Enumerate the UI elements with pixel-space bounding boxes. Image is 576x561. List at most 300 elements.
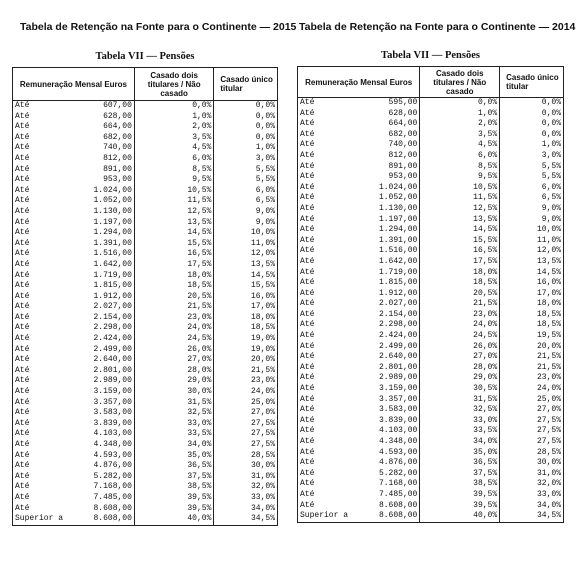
remuneration-cell (13, 122, 135, 133)
remuneration-cell (13, 472, 135, 483)
limit-label: Até (300, 426, 315, 436)
limit-label: Até (15, 344, 30, 354)
table-row (13, 387, 278, 398)
limit-label: Superior a (15, 514, 64, 524)
table-row (298, 448, 564, 459)
table-row (298, 289, 564, 300)
table-row (298, 416, 564, 427)
remuneration-cell (13, 323, 135, 334)
remuneration-cell (13, 493, 135, 504)
remuneration-cell (298, 320, 420, 331)
rate-two-holders: 30,5% (420, 384, 500, 395)
rate-single-holder: 9,0% (500, 204, 564, 215)
rate-two-holders: 37,5% (134, 472, 214, 483)
remuneration-cell (298, 140, 420, 151)
table-row (13, 376, 278, 387)
rate-single-holder: 24,0% (500, 384, 564, 395)
limit-label: Até (15, 503, 30, 513)
limit-label: Até (15, 111, 30, 121)
amount-value: 812,00 (103, 153, 132, 163)
table-row (298, 320, 564, 331)
table-row (13, 122, 278, 133)
remuneration-cell (13, 387, 135, 398)
amount-value: 2.989,00 (93, 376, 132, 386)
rate-single-holder: 6,5% (500, 193, 564, 204)
remuneration-cell (298, 469, 420, 480)
rate-single-holder: 13,5% (214, 260, 278, 271)
rate-single-holder: 6,0% (500, 183, 564, 194)
rate-single-holder: 6,5% (214, 196, 278, 207)
rate-two-holders: 33,0% (420, 416, 500, 427)
rate-two-holders: 35,0% (420, 448, 500, 459)
table-row (13, 398, 278, 409)
amount-value: 1.391,00 (378, 235, 418, 245)
table-row (298, 405, 564, 416)
limit-label: Até (15, 291, 30, 301)
limit-label: Até (15, 302, 30, 312)
rate-single-holder: 0,0% (500, 130, 564, 141)
rate-single-holder: 12,0% (214, 249, 278, 260)
limit-label: Até (15, 461, 30, 471)
remuneration-cell (13, 154, 135, 165)
rate-two-holders: 17,5% (134, 260, 214, 271)
amount-value: 3.839,00 (93, 418, 132, 428)
remuneration-cell (298, 257, 420, 268)
rate-two-holders: 31,5% (134, 398, 214, 409)
rate-single-holder: 28,5% (500, 448, 564, 459)
rate-single-holder: 0,0% (214, 101, 278, 112)
rate-single-holder: 1,0% (214, 143, 278, 154)
limit-label: Até (15, 440, 30, 449)
amount-value: 1.815,00 (93, 281, 132, 291)
limit-label: Até (300, 267, 315, 277)
limit-label: Até (15, 164, 30, 174)
table-panel-2014 (297, 20, 576, 523)
table-row (13, 514, 278, 525)
rate-two-holders: 1,0% (420, 109, 500, 120)
table-row (13, 186, 278, 197)
limit-label: Até (15, 376, 30, 386)
table-row (13, 281, 278, 292)
rate-two-holders: 14,5% (420, 225, 500, 236)
table-row (13, 239, 278, 250)
rate-two-holders: 23,0% (134, 313, 214, 324)
table-row (13, 271, 278, 282)
rate-single-holder: 19,5% (500, 331, 564, 342)
remuneration-cell (13, 419, 135, 430)
rate-single-holder: 14,5% (214, 271, 278, 282)
rate-single-holder: 27,5% (500, 437, 564, 448)
rate-single-holder: 5,5% (500, 162, 564, 173)
header-remuneration: Remuneração Mensal Euros (298, 67, 420, 98)
amount-value: 1.294,00 (378, 225, 418, 235)
limit-label: Até (15, 355, 30, 365)
table-row (13, 154, 278, 165)
amount-value: 2.027,00 (93, 302, 132, 312)
rate-two-holders: 10,5% (420, 183, 500, 194)
table-row (13, 260, 278, 271)
table-row (13, 451, 278, 462)
rate-two-holders: 14,5% (134, 228, 214, 239)
rate-two-holders: 26,0% (134, 345, 214, 356)
rate-single-holder: 33,0% (214, 493, 278, 504)
table-row (298, 257, 564, 268)
table-row (13, 334, 278, 345)
amount-value: 3.839,00 (378, 415, 418, 425)
limit-label: Até (300, 214, 315, 224)
amount-value: 7.168,00 (378, 479, 418, 489)
table-row (298, 310, 564, 321)
remuneration-cell (13, 398, 135, 409)
table-row (298, 151, 564, 162)
limit-label: Até (15, 185, 30, 195)
table-row (298, 384, 564, 395)
remuneration-cell (13, 302, 135, 313)
table-row (13, 323, 278, 334)
table-row (298, 193, 564, 204)
remuneration-cell (298, 236, 420, 247)
limit-label: Até (300, 288, 315, 298)
rate-two-holders: 31,5% (420, 395, 500, 406)
amount-value: 1.516,00 (93, 249, 132, 259)
rate-single-holder: 18,0% (500, 299, 564, 310)
rate-single-holder: 27,5% (500, 426, 564, 437)
amount-value: 8.608,00 (93, 503, 132, 513)
amount-value: 682,00 (103, 132, 132, 142)
rate-two-holders: 6,0% (134, 154, 214, 165)
rate-two-holders: 11,5% (420, 193, 500, 204)
limit-label: Até (15, 312, 30, 322)
remuneration-cell (13, 260, 135, 271)
rate-single-holder: 32,0% (500, 479, 564, 490)
rate-single-holder: 34,0% (500, 501, 564, 512)
amount-value: 8.608,00 (378, 500, 418, 510)
rate-single-holder: 5,5% (214, 165, 278, 176)
table-row (13, 419, 278, 430)
limit-label: Superior a (300, 511, 349, 521)
remuneration-cell (298, 384, 420, 395)
rate-two-holders: 38,5% (420, 479, 500, 490)
table-row (13, 249, 278, 260)
limit-label: Até (300, 500, 315, 510)
rate-two-holders: 27,0% (134, 355, 214, 366)
table-body (13, 101, 278, 526)
rate-single-holder: 31,0% (214, 472, 278, 483)
rate-single-holder: 20,0% (214, 355, 278, 366)
limit-label: Até (15, 387, 30, 397)
rate-two-holders: 20,5% (134, 292, 214, 303)
rate-two-holders: 28,0% (420, 363, 500, 374)
rate-two-holders: 29,0% (420, 373, 500, 384)
remuneration-cell (298, 331, 420, 342)
rate-two-holders: 18,5% (420, 278, 500, 289)
table-row (298, 109, 564, 120)
amount-value: 4.348,00 (93, 440, 132, 449)
rate-two-holders: 3,5% (420, 130, 500, 141)
rate-single-holder: 0,0% (500, 119, 564, 130)
remuneration-cell (298, 310, 420, 321)
amount-value: 4.348,00 (378, 437, 418, 446)
amount-value: 2.298,00 (93, 323, 132, 333)
remuneration-cell (13, 504, 135, 515)
rate-single-holder: 21,5% (214, 366, 278, 377)
remuneration-cell (13, 313, 135, 324)
rate-single-holder: 33,0% (500, 490, 564, 501)
header-two-holders: Casado dois titulares / Não casado (134, 68, 214, 101)
table-row (13, 112, 278, 123)
limit-label: Até (15, 206, 30, 216)
limit-label: Até (300, 468, 315, 478)
table-row (13, 408, 278, 419)
table-row (298, 331, 564, 342)
rate-two-holders: 38,5% (134, 482, 214, 493)
rate-two-holders: 16,5% (134, 249, 214, 260)
remuneration-cell (13, 440, 135, 451)
remuneration-cell (13, 175, 135, 186)
amount-value: 4.876,00 (378, 458, 418, 468)
remuneration-cell (298, 448, 420, 459)
limit-label: Até (300, 384, 315, 394)
amount-value: 3.583,00 (378, 405, 418, 415)
rate-single-holder: 23,0% (214, 376, 278, 387)
table-row (13, 101, 278, 112)
remuneration-cell (13, 271, 135, 282)
remuneration-cell (298, 119, 420, 130)
table-row (298, 373, 564, 384)
table-row (13, 440, 278, 451)
amount-value: 1.024,00 (93, 185, 132, 195)
limit-label: Até (15, 281, 30, 291)
rate-two-holders: 39,5% (134, 504, 214, 515)
amount-value: 4.103,00 (378, 426, 418, 436)
rate-single-holder: 18,0% (214, 313, 278, 324)
limit-label: Até (15, 228, 30, 238)
limit-label: Até (15, 175, 30, 185)
amount-value: 1.024,00 (378, 182, 418, 192)
rate-two-holders: 36,5% (420, 458, 500, 469)
rate-single-holder: 16,0% (214, 292, 278, 303)
rate-single-holder: 1,0% (500, 140, 564, 151)
limit-label: Até (15, 471, 30, 481)
limit-label: Até (300, 161, 315, 171)
limit-label: Até (300, 479, 315, 489)
amount-value: 1.719,00 (378, 267, 418, 277)
table-row (298, 172, 564, 183)
limit-label: Até (300, 140, 315, 150)
amount-value: 3.357,00 (93, 397, 132, 407)
remuneration-cell (13, 451, 135, 462)
rate-single-holder: 13,5% (500, 257, 564, 268)
rate-two-holders: 13,5% (134, 218, 214, 229)
limit-label: Até (15, 429, 30, 439)
rate-two-holders: 4,5% (134, 143, 214, 154)
remuneration-cell (13, 218, 135, 229)
table-row (13, 228, 278, 239)
rate-two-holders: 2,0% (134, 122, 214, 133)
amount-value: 1.912,00 (378, 288, 418, 298)
table-row (13, 292, 278, 303)
remuneration-cell (13, 133, 135, 144)
amount-value: 2.154,00 (93, 312, 132, 322)
limit-label: Até (15, 482, 30, 492)
rate-single-holder: 21,5% (500, 363, 564, 374)
rate-single-holder: 28,5% (214, 451, 278, 462)
rate-single-holder: 0,0% (214, 133, 278, 144)
rate-two-holders: 3,5% (134, 133, 214, 144)
rate-two-holders: 24,0% (420, 320, 500, 331)
amount-value: 628,00 (103, 111, 132, 121)
remuneration-cell (298, 98, 420, 109)
amount-value: 4.103,00 (93, 429, 132, 439)
table-row (298, 342, 564, 353)
remuneration-cell (298, 342, 420, 353)
limit-label: Até (300, 489, 315, 499)
limit-label: Até (300, 352, 315, 362)
remuneration-cell (13, 186, 135, 197)
rate-two-holders: 26,0% (420, 342, 500, 353)
amount-value: 2.298,00 (378, 320, 418, 330)
rate-two-holders: 24,0% (134, 323, 214, 334)
remuneration-cell (13, 143, 135, 154)
limit-label: Até (15, 259, 30, 269)
limit-label: Até (15, 153, 30, 163)
rate-two-holders: 9,5% (420, 172, 500, 183)
remuneration-cell (298, 395, 420, 406)
amount-value: 1.130,00 (378, 203, 418, 213)
rate-single-holder: 16,0% (500, 278, 564, 289)
rate-two-holders: 23,0% (420, 310, 500, 321)
rate-single-holder: 0,0% (214, 122, 278, 133)
rate-single-holder: 27,5% (214, 429, 278, 440)
limit-label: Até (300, 415, 315, 425)
rate-two-holders: 15,5% (420, 236, 500, 247)
limit-label: Até (15, 365, 30, 375)
table-row (13, 504, 278, 515)
limit-label: Até (15, 132, 30, 142)
limit-label: Até (15, 196, 30, 206)
rate-two-holders: 8,5% (134, 165, 214, 176)
rate-single-holder: 5,5% (500, 172, 564, 183)
remuneration-cell (13, 461, 135, 472)
rate-single-holder: 25,0% (214, 398, 278, 409)
rate-single-holder: 9,0% (214, 218, 278, 229)
table-row (13, 355, 278, 366)
amount-value: 812,00 (388, 150, 418, 160)
rate-single-holder: 27,5% (500, 416, 564, 427)
rate-two-holders: 13,5% (420, 215, 500, 226)
remuneration-cell (13, 239, 135, 250)
table-row (13, 196, 278, 207)
limit-label: Até (300, 278, 315, 288)
amount-value: 1.197,00 (93, 217, 132, 227)
amount-value: 5.282,00 (93, 471, 132, 481)
amount-value: 891,00 (103, 164, 132, 174)
remuneration-cell (298, 363, 420, 374)
rate-two-holders: 34,0% (420, 437, 500, 448)
rate-two-holders: 40,0% (420, 511, 500, 522)
table-row (298, 437, 564, 448)
rate-single-holder: 17,0% (214, 302, 278, 313)
table-row (298, 225, 564, 236)
rate-single-holder: 18,5% (500, 320, 564, 331)
rate-single-holder: 20,0% (500, 342, 564, 353)
rate-single-holder: 27,5% (214, 419, 278, 430)
remuneration-cell (298, 130, 420, 141)
table-row (13, 207, 278, 218)
table-row (298, 183, 564, 194)
rate-two-holders: 1,0% (134, 112, 214, 123)
table-row (13, 482, 278, 493)
limit-label: Até (300, 235, 315, 245)
rate-single-holder: 27,5% (214, 440, 278, 451)
remuneration-cell (298, 289, 420, 300)
rate-two-holders: 18,0% (420, 268, 500, 279)
amount-value: 2.499,00 (378, 341, 418, 351)
limit-label: Até (300, 405, 315, 415)
remuneration-cell (298, 151, 420, 162)
remuneration-cell (13, 429, 135, 440)
rate-two-holders: 32,5% (420, 405, 500, 416)
remuneration-cell (298, 204, 420, 215)
limit-label: Até (300, 373, 315, 383)
limit-label: Até (300, 172, 315, 182)
header-two-holders: Casado dois titulares / Não casado (420, 67, 500, 98)
amount-value: 2.499,00 (93, 344, 132, 354)
rate-single-holder: 11,0% (214, 239, 278, 250)
amount-value: 664,00 (388, 119, 418, 129)
rate-single-holder: 19,0% (214, 334, 278, 345)
amount-value: 8.608,00 (378, 511, 418, 521)
withholding-table (297, 66, 564, 523)
limit-label: Até (15, 270, 30, 280)
rate-two-holders: 24,5% (420, 331, 500, 342)
table-row (13, 165, 278, 176)
table-row (13, 366, 278, 377)
rate-single-holder: 0,0% (500, 98, 564, 109)
rate-two-holders: 34,0% (134, 440, 214, 451)
table-row (298, 236, 564, 247)
rate-single-holder: 3,0% (214, 154, 278, 165)
remuneration-cell (13, 408, 135, 419)
limit-label: Até (300, 320, 315, 330)
rate-single-holder: 34,0% (214, 504, 278, 515)
amount-value: 595,00 (388, 98, 418, 107)
rate-single-holder: 19,0% (214, 345, 278, 356)
limit-label: Até (15, 323, 30, 333)
rate-single-holder: 30,0% (500, 458, 564, 469)
rate-two-holders: 0,0% (134, 101, 214, 112)
table-body (298, 98, 564, 523)
amount-value: 2.801,00 (378, 362, 418, 372)
limit-label: Até (15, 101, 30, 110)
rate-two-holders: 35,0% (134, 451, 214, 462)
rate-two-holders: 36,5% (134, 461, 214, 472)
remuneration-cell (298, 458, 420, 469)
rate-two-holders: 12,5% (420, 204, 500, 215)
rate-two-holders: 2,0% (420, 119, 500, 130)
amount-value: 628,00 (388, 108, 418, 118)
rate-single-holder: 10,0% (500, 225, 564, 236)
amount-value: 1.642,00 (378, 256, 418, 266)
rate-single-holder: 34,5% (214, 514, 278, 525)
remuneration-cell (13, 366, 135, 377)
rate-two-holders: 4,5% (420, 140, 500, 151)
amount-value: 1.642,00 (93, 259, 132, 269)
remuneration-cell (298, 225, 420, 236)
rate-two-holders: 17,5% (420, 257, 500, 268)
rate-two-holders: 27,0% (420, 352, 500, 363)
rate-two-holders: 8,5% (420, 162, 500, 173)
